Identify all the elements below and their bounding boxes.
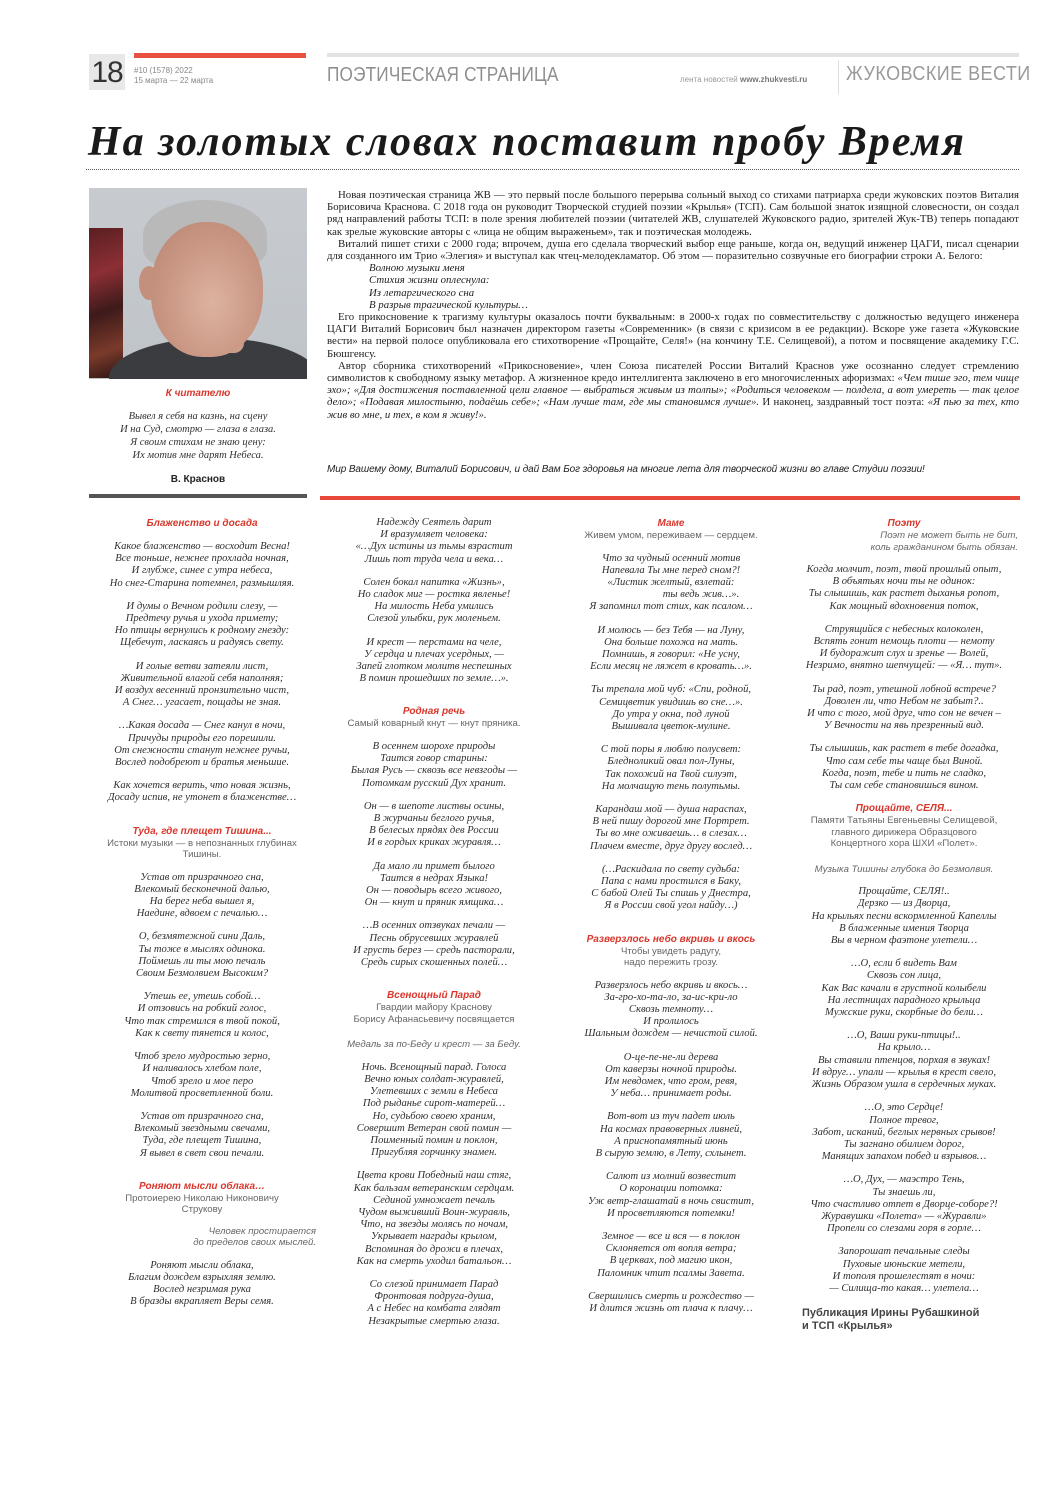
stanza: С той поры я люблю полусвет: Бледноликий овал пол-Луны, Так похожий на Твой силуэт, На молчащую тень полутьмы. [600,744,742,792]
stanza: Свершились смерть и рождество — И длится жизнь от плача к плачу… [588,1290,754,1315]
poem-line: Их мотив мне дарят Небеса. [132,450,264,461]
stanza: Какое блаженство — восходит Весна! Все тоньше, нежнее прохлада ночная, И глубже, синее с утра небеса, Но снег-Старина потемнел, размышляя. [109,541,295,589]
header-accent-bar [134,53,306,58]
stanza: …О, Ваши руки-птицы!.. На крыло… Вы ставили птенцов, порхая в звуках! И вдруг… упали — крылья в крест свело, Жизнь Образом ушла в сердечных муках. [811,1030,997,1091]
stanza: Как хочется верить, что новая жизнь, Досаду испив, не утонет в блаженстве… [107,780,297,804]
author-portrait-photo [89,188,307,379]
intro-paragraph: Виталий пишет стихи с 2000 года; впрочем, душа его сделала творческий выбор еще раньше, когда он, ведущий инженер ЦАГИ, писал сценарии для созданного им Трио «Элегия» и выступал как чтец-мелодекламатор. Об этом — поразительно созвучные его биографии строки А. Белого: [327,237,1019,263]
poem-column-3 [557,517,785,1315]
quote-line: В разрыв трагической культуры… [369,298,528,311]
poem-title: Блаженство и досада [146,518,258,529]
stanza: И голые ветви затеяли лист, Живительной влагой себя наполняя; И воздух весенний пронзительно чист, А Снег… угасает, пощады не зная. [114,660,290,709]
tapestry-background [89,228,123,378]
news-label: лента новостей [680,75,738,84]
poem-epigraph: Поэт не может быть не бит, коль гражданином быть обязан. [870,530,1018,553]
header-grey-bar [327,53,1019,57]
poem-title: Туда, где плещет Тишина... [132,825,272,837]
poem-epigraph: Музыка Тишины глубока до Безмолвия. [814,863,994,875]
text-run: Автор сборника стихотворений «Прикосновение», член Союза писателей России Виталий Краснов уже осознанно следует стремлению символистов к свободному языку метафор. А жизненное кредо интеллигента заключено в его многочисленных афоризмах: [327,359,1019,385]
poem-epigraph: Живем умом, переживаем — сердцем. [584,530,758,541]
stanza: Когда молчит, поэт, твой прошлый опыт, В объятьях ночи ты не одинок: Ты слышишь, как растет дыханья ропот, Как мощный вдохновения поток, [806,564,1002,612]
stanza: Салют из молний возвестит О коронации потомка: Уж ветр-глашатай в ночь свистит, И просветляются потемки! [588,1171,754,1219]
news-url-link[interactable]: www.zhukvesti.ru [739,75,808,84]
stanza: Ты слышишь, как растет в тебе догадка, Что сам себе ты чаще был Виной. Когда, поэт, тебе и пить не сладко, Ты сам себе становишься вином. [809,743,999,792]
poem-epigraph: Медаль за по-Беду и крест — за Беду. [347,1039,521,1051]
intro-paragraph [327,360,1019,421]
stanza: Надежду Сеятель дарит И вразумляет человека: «…Дух истины из тьмы взрастит Лишь пот труда чела и века… [355,517,513,565]
intro-red-rule [320,496,1020,500]
bely-quote [327,262,1019,311]
stanza: Он — в шепоте листвы осины, В журчаньи беглого ручья, В белесых прядях дев России И в гордых криках журавля… [363,800,505,849]
stanza: Вот-вот из туч падет июль На космах правоверных ливней, А приснопамятный июнь В сырую землю, в Лету, схлынет. [595,1111,747,1160]
stanza: Что за чудный осенний мотив Напевала Ты мне перед сном?! «Листик желтый, взлетай: ты ведь жив…». Я запомнил тот стих, как псалом… [589,552,753,613]
section-title: ПОЭТИЧЕСКАЯ СТРАНИЦА [327,64,559,86]
poem-title: Родная речь [402,706,466,718]
poem-dedication: Протоиерею Николаю Никоновичу Струкову [125,1192,279,1216]
quote-line: Из летаргического сна [369,286,475,299]
quote-line: Стихия жизни оплеснула: [369,274,490,287]
issue-number: #10 (1578) 2022 [134,66,193,75]
poem-column-4 [790,517,1018,1333]
poem-line: И на Суд, смотрю — глаза в глаза. [120,424,276,435]
stanza: Ты трепала мой чуб: «Спи, родной, Семицветик увидишь во сне…». До утра у окна, под луной Вышивала цветок-мулине. [590,684,752,732]
poem-dedication: Памяти Татьяны Евгеньевны Селищевой, главного дирижера Образцового Концертного хора ШХИ «Полет». [810,815,998,850]
sidebar-poem-title: К читателю [165,388,231,399]
page-headline: На золотых словах поставит пробу Время [88,119,966,165]
aphorisms: «Чем тише эго, тем чище эхо»; «Для достижения поставленной цели главное — выбраться живым из толпы»; «Родиться человеком — полдела, а вот умереть — так целое дело»; «Подавая милостыню, подаёшь себе»; «Нам лучше там, где мы становимся лучше». [327,372,1019,409]
stanza: Чтоб зрело мудростью зерно, И наливалось хлебом поле, Чтоб зрело и мое перо Молитвой просветленной боли. [130,1051,274,1099]
intro-signature: Мир Вашему дому, Виталий Борисович, и дай Вам Бог здоровья на многие лета для творческой жизни во главе Студии поэзии! [327,464,925,475]
stanza: Ты рад, поэт, утешной лобной встрече? Доволен ли, что Небом не забыт?.. И что с того, мой друг, что сон не вечен – У Вечности на явь презренный вид. [807,683,1001,732]
poem-epigraph: Истоки музыки — в непознанных глубинах Тишины. [107,837,297,861]
toast-quote: «Я пью за тех, кто жив во мне, и тех, в ком я живу!». [327,396,1019,421]
poem-column-2 [320,517,548,1328]
sidebar-poem [89,410,307,462]
page-number: 18 [89,54,125,90]
poem-epigraph: Чтобы увидеть радугу, надо пережить грозу. [620,945,722,969]
stanza: Разверзлось небо вкривь и вкось… За-гро-хо-та-ло, за-ис-кри-ло Сквозь темноту… И пролилось Шальным дождем — нечистой силой. [584,979,758,1040]
stanza: И думы о Вечном родили слезу, — Предтечу ручья и ухода примету; Но птицы вернулись к родному гнезду: Щебечут, ласкаясь и радуясь свету. [114,600,290,649]
stanza: Прощайте, СЕЛЯ!.. Дерзко — из Дворца, На крыльях песни вскормленной Капеллы В блаженные имения Творца Вы в черном фаэтоне улетели… [811,886,997,947]
sidebar-author: В. Краснов [170,474,226,485]
poem-column-1 [88,517,316,1309]
intro-article [327,189,1019,421]
stanza: …О, если б видеть Вам Сквозь сон лица, Как Вас качали в грустной колыбели На лестницах парадного крыльца Мужские руки, скорбные до бели… [821,958,987,1019]
stanza: Ночь. Всенощный парад. Голоса Вечно юных солдат-журавлей, Улетевших с земли в Небеса Под рыданье сирот-матерей… Но, судьбою своею храним, Совершит Ветеран свой помин — Поименный помин и поклон, Пригубляя горчинку знамен. [356,1061,512,1159]
issue-info [134,66,213,86]
stanza: Со слезой принимает Парад Фронтовая подруга-душа, А с Небес на комбата глядят Незакрытые смертью глаза. [367,1278,501,1327]
poem-line: Вывел я себя на казнь, на сцену [128,411,268,422]
stanza: Струящийся с небесных колоколен, Вспять гонит немощь плоти — немоту И будоражит слух и зренье — Волей, Незримо, внятно шепчущей: — «Я… тут». [805,623,1003,672]
stanza: Цвета крови Победный наш стяг, Как бальзам ветеранским сердцам. Сединой умножает печаль Чудом выживший Воин-журавль, Что, на звезды молясь по ночам, Укрывает награды крылом, Вспоминая до дрожи в плечах, Как на смерть уходил батальон… [353,1170,515,1267]
stanza: Запорошат печальные следы Пуховые июньские метели, И тополя прошелестят в ночи: — Силища-то какая… улетела… [829,1246,979,1294]
stanza: …Какая досада — Снег канул в ночи, Причуды природы его порешили. От снежности станут нежнее ручьи, Вослед подобреют и братья меньшие. [114,720,290,769]
sidebar-rule [89,494,307,498]
stanza: Да мало ли примет былого Таится в недрах Языка! Он — поводырь всего живого, Он — кнут и пряник ямщика… [364,860,504,909]
newspaper-name: ЖУКОВСКИЕ ВЕСТИ [846,63,1031,85]
stanza: …О, Дух, — маэстро Тень, Ты знаешь ли, Что счастливо отпет в Дворце-соборе?! Журавушки «Полета» — «Журавли» Пропели со слезами горя в горле… [810,1174,998,1235]
stanza: Солен бокал напитка «Жизнь», Но сладок миг — ростка явленье! На милость Неба умились Слезой улыбки, рук моленьем. [357,576,511,625]
stanza: О-це-пе-не-ли дерева От каверзы ночной природы. Им невдомек, что гром, ревя, У неба… принимает роды. [604,1051,738,1100]
intro-paragraph: Новая поэтическая страница ЖВ — это первый после большого перерыва сольный выход со стихами патриарха среди жуковских поэтов Виталия Борисовича Краснова. С 2018 года он руководит Творческой студией поэзии «Крылья» (ТСП). Сам большой знаток изящной словесности, он создал ряд направлений работы ТСП: в поле зрения любителей поэзии (читателей ЖВ, слушателей Жуковского радио, зрителей Жук-ТВ) теперь попадают как зрелые жуковские авторы с «лица не общим выраженьем», так и поэтическая молодежь. [327,189,1019,238]
stanza: Устав от призрачного сна, Влекомый бесконечной далью, На берег неба вышел я, Наедине, вдвоем с печалью… [134,871,270,920]
news-feed-line [680,75,807,84]
poem-epigraph: Самый коварный кнут — кнут пряника. [347,718,521,730]
stanza: …В осенних отзвуках печали — Песнь обрусевших журавлей И грусть берез — средь пасторали, Средь сирых скошенных полей… [353,920,515,968]
stanza: В осеннем шорохе природы Таится говор старины: Былая Русь — сквозь все невзгоды — Потомкам русский Дух хранит. [350,740,518,789]
poem-dedication: Гвардии майору Краснову Борису Афанасьевичу посвящается [353,1002,515,1025]
issue-dates: 15 марта — 22 марта [134,76,214,85]
stanza: (…Раскидала по свету судьба: Папа с нами простился в Баку, С бабой Олей Ты спишь у Днестра, Я в России свой угол найду…) [591,863,751,912]
headline-dotted-rule [86,169,1019,170]
poem-line: Я своим стихам не знаю цену: [130,437,266,448]
stanza: Земное — все и вся — в поклон Склоняется от вопля ветра; В церквах, под магию икон, Паломник чтит псалмы Завета. [597,1231,745,1279]
stanza: Утешь ее, утешь собой… И отзовись на робкий голос, Что так стремился в твой покой, Как к свету тянется и колос, [124,991,280,1039]
stanza: Устав от призрачного сна, Влекомый звездными свечами, Туда, где плещет Тишина, Я вывел в свет свои печали. [133,1110,271,1159]
quote-line: Волною музыки меня [369,262,465,275]
stanza: …О, это Сердце! Полное тревог, Забот, исканий, беглых нервных срывов! Ты загнано обилием дорог, Манящих запахом побед и взрывов… [812,1102,996,1163]
stanza: И крест — перстами на челе, У сердца и плечах усердных, — Запей глотком молитв неспешных В помин прошедших по земле…». [356,636,512,685]
stanza: О, безмятежной сини Даль, Ты тоже в мыслях одинока. Поймешь ли ты мою печаль Своим Безмолвием Высоким? [135,931,269,980]
poem-title: Всенощный Парад [387,990,481,1002]
poem-title: Прощайте, СЕЛЯ... [855,803,953,815]
intro-paragraph: Его прикосновение к трагизму культуры оказалось почти буквальным: в 2000-х годах по совместительству с должностью ведущего инженера ЦАГИ Виталий Борисович был назначен директором газеты «Современник» (в связи с кризисом в ее редакции). Вскоре уже газета «Жуковские вести» на первой полосе опубликовала его стихотворение «Прощайте, Селя!» (на кончину Т.Е. Селищевой), а потом и посвящение академику Г.С. Бюшгенсу. [327,311,1019,360]
stanza: Роняют мысли облака, Благим дождем взрыхляя землю. Вослед незримая рука В бразды вкрапляет Веры семя. [128,1259,276,1308]
stanza: Карандаш мой — душа нараспах, В ней пишу дорогой мне Портрет. Ты во мне оживаешь… в слезах… Плачем вместе, друг другу вослед… [590,803,752,852]
text-run: И наконец, заздравный тост поэта: [759,396,928,409]
poem-title: Маме [657,518,685,529]
poem-title: Роняют мысли облака… [138,1180,266,1192]
poem-epigraph: Человек простирается до пределов своих мыслей. [193,1225,316,1249]
header-divider [838,60,839,94]
poem-title: Поэту [887,518,921,529]
poem-title: Разверзлось небо вкривь и вкось [586,933,756,945]
stanza: И молюсь — без Тебя — на Луну, Она больше похожа на мать. Помнишь, я говорил: «Не усну, Если месяц не ляжет в кровать…». [590,624,752,673]
publication-credit: Публикация Ирины Рубашкиной и ТСП «Крылья» [802,1307,980,1333]
